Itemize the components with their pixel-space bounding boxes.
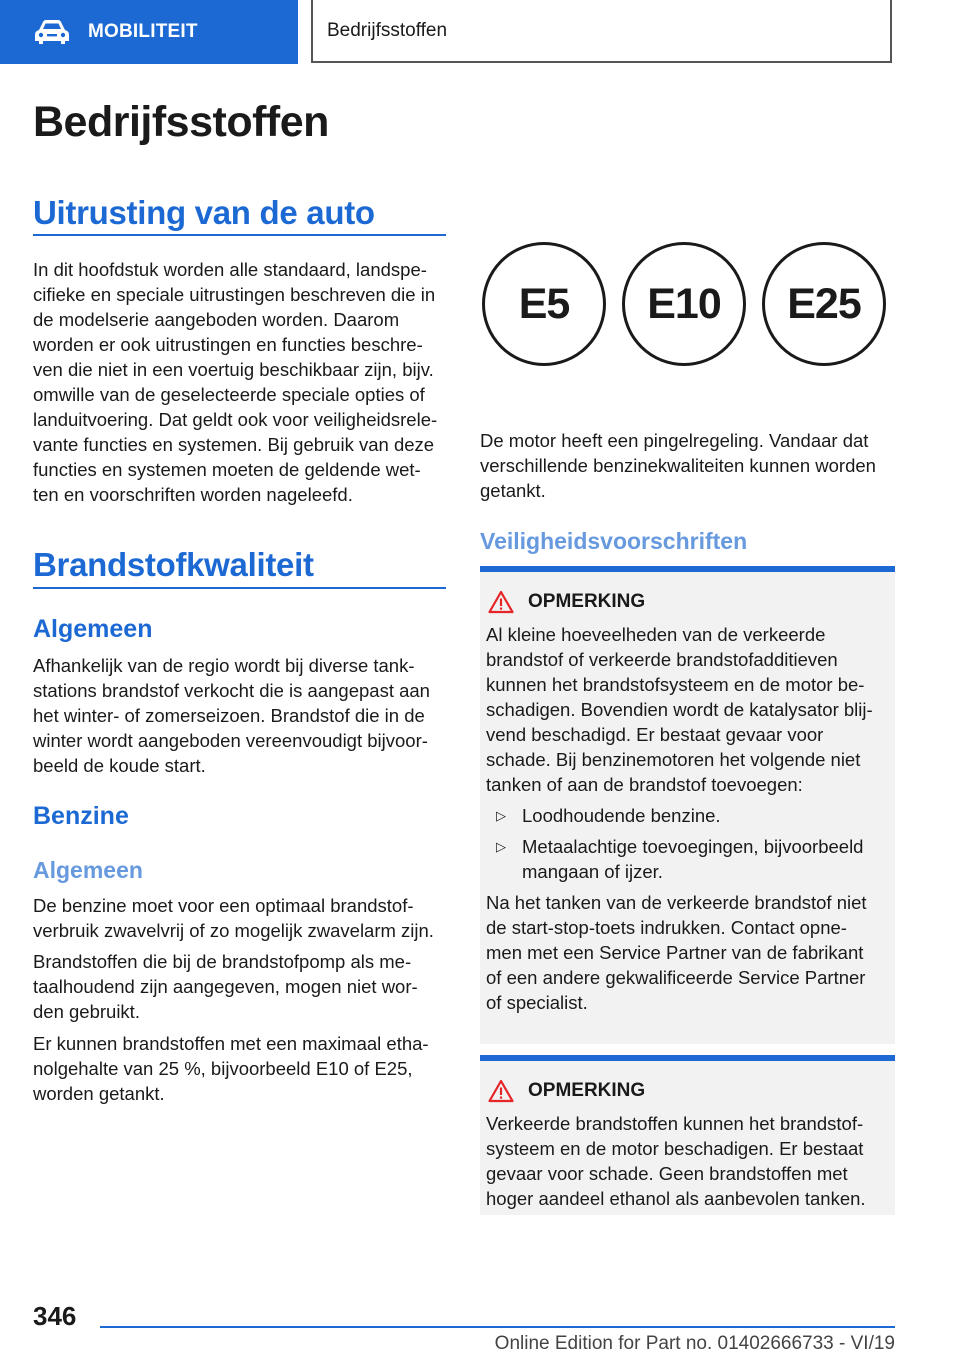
petrol-paragraph-3 — [33, 1031, 453, 1106]
notice-header — [486, 1077, 889, 1105]
notice-box-2 — [480, 1055, 895, 1215]
general-paragraph — [33, 653, 453, 778]
fuel-sign-e5: E5 — [482, 242, 606, 366]
text-line: vend beschadigd. Er bestaat gevaar voor — [486, 724, 824, 745]
footer-rule — [100, 1326, 895, 1328]
fuel-sign-e10: E10 — [622, 242, 746, 366]
text-line: winter wordt aangeboden vereenvoudigt bijvoor- — [33, 730, 428, 751]
text-line: verschillende benzinekwaliteiten kunnen worden — [480, 455, 876, 476]
text-line: worden er ook uitrustingen en functies beschre- — [33, 334, 423, 355]
text-line: landuitvoering. Dat geldt ook voor veiligheidsrele- — [33, 409, 438, 430]
text-line: het winter- of zomerseizoen. Brandstof die in de — [33, 705, 425, 726]
bullet-triangle-icon: ▷ — [496, 839, 506, 854]
heading-petrol: Benzine — [33, 802, 129, 830]
text-line: worden getankt. — [33, 1083, 165, 1104]
equipment-paragraph — [33, 257, 453, 507]
knock-control-paragraph — [480, 428, 895, 503]
text-line: de start-stop-toets indrukken. Contact opne- — [486, 917, 847, 938]
text-line: brandstof of verkeerde brandstofadditieven — [486, 649, 838, 670]
text-line: cifieke en speciale uitrustingen beschreven die in — [33, 284, 436, 305]
heading-general: Algemeen — [33, 615, 153, 643]
text-line: mangaan of ijzer. — [522, 861, 663, 882]
section-label: MOBILITEIT — [88, 21, 198, 42]
notice-label: OPMERKING — [528, 591, 646, 612]
car-icon — [33, 18, 71, 46]
text-line: schade. Bij benzinemotoren het volgende niet — [486, 749, 861, 770]
fuel-sign-e25: E25 — [762, 242, 886, 366]
heading-equipment: Uitrusting van de auto — [33, 194, 375, 231]
notice-followup-text — [486, 890, 889, 1015]
text-line: gevaar voor schade. Geen brandstoffen met — [486, 1163, 848, 1184]
notice-text — [486, 622, 889, 797]
notice-header — [486, 588, 889, 616]
text-line: Er kunnen brandstoffen met een maximaal etha- — [33, 1033, 429, 1054]
petrol-paragraph-2 — [33, 949, 453, 1024]
page-number: 346 — [33, 1301, 77, 1331]
text-line: schadigen. Bovendien wordt de katalysator blij- — [486, 699, 873, 720]
text-line: nolgehalte van 25 %, bijvoorbeeld E10 of E25, — [33, 1058, 413, 1079]
text-line: Metaalachtige toevoegingen, bijvoorbeeld — [522, 836, 864, 857]
heading-rule — [33, 234, 446, 236]
text-line: Afhankelijk van de regio wordt bij diverse tank- — [33, 655, 415, 676]
text-line: of een andere gekwalificeerde Service Partner — [486, 967, 866, 988]
text-line: Verkeerde brandstoffen kunnen het brandstof- — [486, 1113, 864, 1134]
text-line: beeld de koude start. — [33, 755, 206, 776]
text-line: tanken of aan de brandstof toevoegen: — [486, 774, 803, 795]
text-line: Na het tanken van de verkeerde brandstof niet — [486, 892, 867, 913]
notice-label: OPMERKING — [528, 1080, 646, 1101]
text-line: Al kleine hoeveelheden van de verkeerde — [486, 624, 826, 645]
heading-safety: Veiligheidsvoorschriften — [480, 528, 748, 554]
text-line: De benzine moet voor een optimaal brandstof- — [33, 895, 414, 916]
fuel-label-graphic — [482, 242, 892, 372]
text-line: omwille van de geselecteerde speciale opties of — [33, 384, 425, 405]
heading-rule — [33, 587, 446, 589]
text-line: vante functies en systemen. Bij gebruik van deze — [33, 434, 435, 455]
text-line: den gebruikt. — [33, 1001, 140, 1022]
text-line: stations brandstof verkocht die is aangepast aan — [33, 680, 430, 701]
text-line: In dit hoofdstuk worden alle standaard, landspe- — [33, 259, 427, 280]
heading-fuel-quality: Brandstofkwaliteit — [33, 546, 314, 583]
text-line: ten en voorschriften worden nageleefd. — [33, 484, 353, 505]
text-line: hoger aandeel ethanol als aanbevolen tanken. — [486, 1188, 866, 1209]
notice-bullet-list — [486, 803, 889, 884]
text-line: Loodhoudende benzine. — [522, 805, 721, 826]
text-line: De motor heeft een pingelregeling. Vandaar dat — [480, 430, 869, 451]
text-line: functies en systemen moeten de geldende wet- — [33, 459, 421, 480]
list-item — [486, 834, 889, 884]
notice-box-1 — [480, 566, 895, 1044]
page-title: Bedrijfsstoffen — [33, 98, 329, 146]
notice-text — [486, 1111, 889, 1211]
warning-icon — [488, 590, 514, 614]
warning-icon — [488, 1079, 514, 1103]
text-line: men met een Service Partner van de fabrikant — [486, 942, 864, 963]
edition-text: Online Edition for Part no. 01402666733 - VI/19 — [494, 1333, 895, 1354]
text-line: Brandstoffen die bij de brandstofpomp als me- — [33, 951, 412, 972]
text-line: ven die niet in een voertuig beschikbaar zijn, bijv. — [33, 359, 434, 380]
text-line: de modelserie aangeboden worden. Daarom — [33, 309, 400, 330]
section-tab[interactable] — [0, 0, 298, 64]
bullet-triangle-icon: ▷ — [496, 808, 506, 823]
text-line: systeem en de motor beschadigen. Er bestaat — [486, 1138, 864, 1159]
text-line: verbruik zwavelvrij of zo mogelijk zwavelarm zijn. — [33, 920, 434, 941]
chapter-tab[interactable] — [311, 0, 892, 63]
heading-petrol-general: Algemeen — [33, 857, 143, 883]
text-line: kunnen het brandstofsysteem en de motor be- — [486, 674, 865, 695]
text-line: taalhoudend zijn aangegeven, mogen niet wor- — [33, 976, 418, 997]
petrol-paragraph-1 — [33, 893, 453, 943]
list-item — [486, 803, 889, 828]
text-line: getankt. — [480, 480, 546, 501]
text-line: of specialist. — [486, 992, 588, 1013]
chapter-label: Bedrijfsstoffen — [327, 19, 448, 41]
